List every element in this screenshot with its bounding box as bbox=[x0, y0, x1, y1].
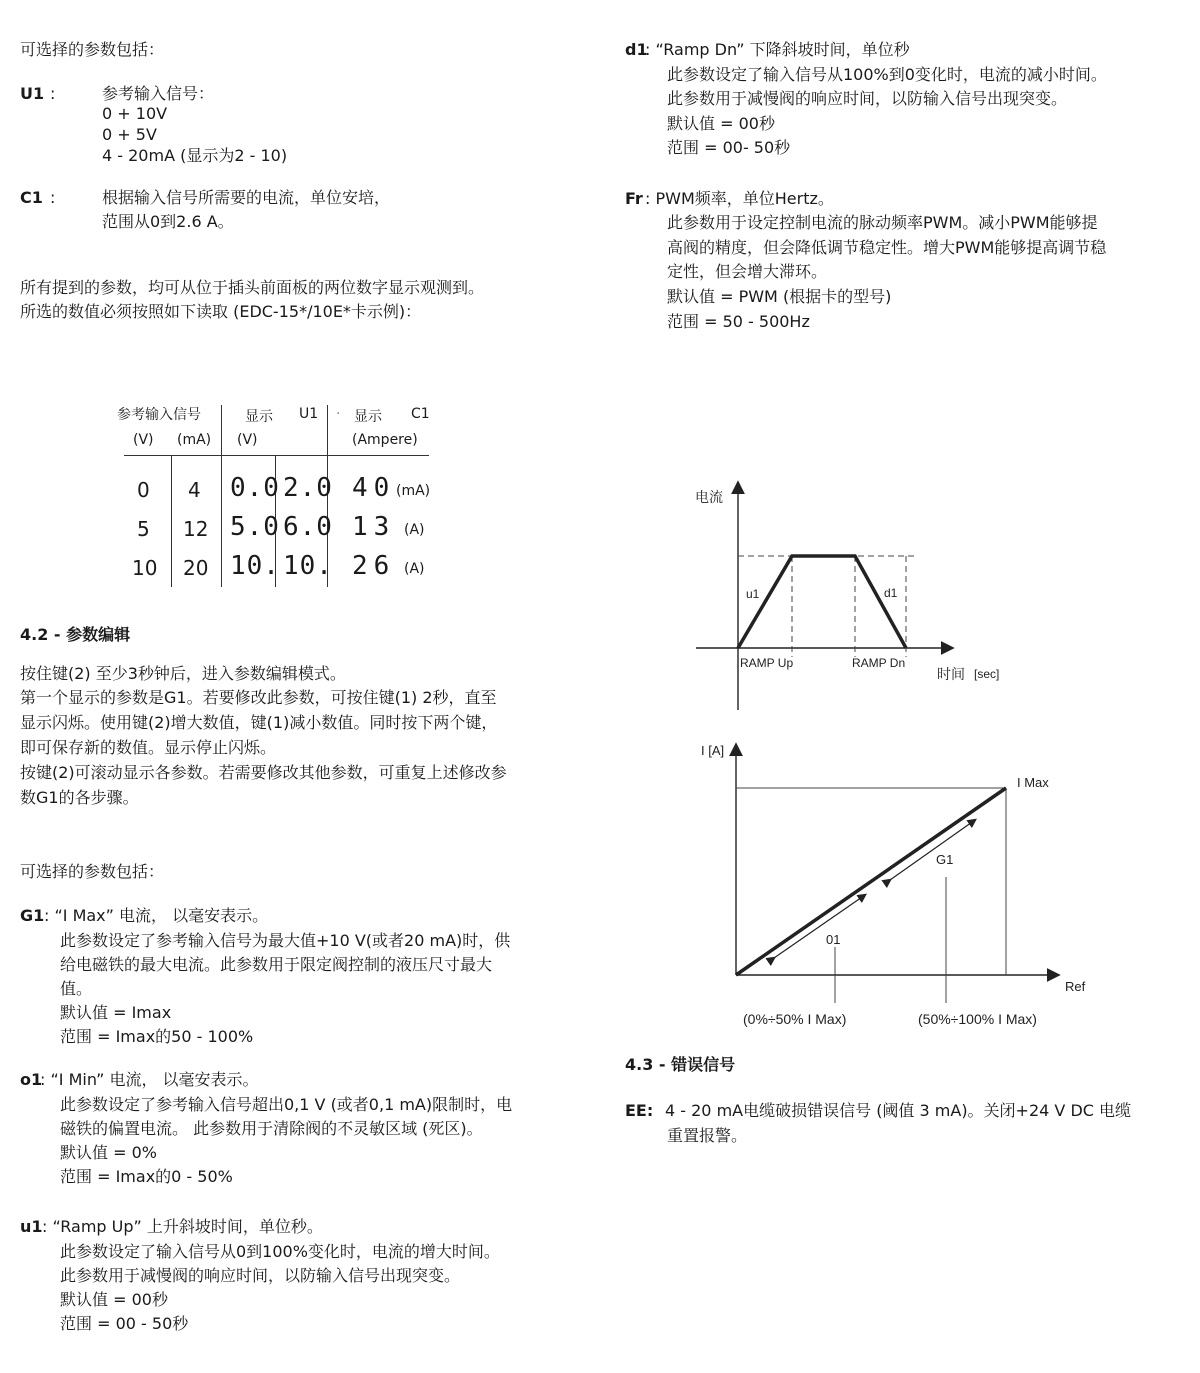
u1-ramp-head: : “Ramp Up” 上升斜坡时间，单位秒。 bbox=[42, 1217, 323, 1236]
table-header-u1-unit: (V) bbox=[237, 432, 258, 448]
u1-ramp-label: u1 bbox=[20, 1217, 43, 1236]
o1-line: 默认值 = 0% bbox=[60, 1143, 157, 1162]
current-imax-label: I Max bbox=[1017, 775, 1049, 790]
g1-line: 值。 bbox=[60, 979, 93, 998]
section-4-2-line: 数G1的各步骤。 bbox=[20, 788, 139, 807]
c1-label: C1 bbox=[20, 188, 43, 207]
fr-label: Fr bbox=[625, 189, 643, 208]
section-4-2-line: 按住键(2) 至少3秒钟后，进入参数编辑模式。 bbox=[20, 664, 346, 683]
table-cell-v: 5 bbox=[137, 517, 150, 541]
current-range-low: (0%÷50% I Max) bbox=[743, 1011, 847, 1027]
u1-ramp-line: 此参数用于减慢阀的响应时间，以防输入信号出现突变。 bbox=[60, 1266, 461, 1285]
intro-heading: 可选择的参数包括： bbox=[20, 40, 165, 59]
section-4-2-line: 第一个显示的参数是G1。若要修改此参数，可按住键(1) 2秒，直至 bbox=[20, 688, 497, 707]
table-header-ref-signal: 参考输入信号 bbox=[117, 407, 201, 423]
o1-line: 范围 = Imax的0 - 50% bbox=[60, 1167, 233, 1186]
table-header-rule bbox=[124, 455, 429, 456]
u1-ramp-line: 默认值 = 00秒 bbox=[60, 1290, 168, 1309]
table-cell-unit: (A) bbox=[404, 522, 425, 538]
section-4-2-title: 4.2 - 参数编辑 bbox=[20, 625, 131, 644]
ee-label: EE: bbox=[625, 1101, 654, 1120]
d1-head: : “Ramp Dn” 下降斜坡时间，单位秒 bbox=[645, 40, 910, 59]
u1-label: U1 bbox=[20, 84, 45, 103]
u1-ramp-line: 此参数设定了输入信号从0到100%变化时，电流的增大时间。 bbox=[60, 1242, 500, 1261]
o1-range-arrow bbox=[774, 895, 865, 958]
fr-line: 高阀的精度，但会降低调节稳定性。增大PWM能够提高调节稳 bbox=[667, 238, 1107, 257]
o1-line: 磁铁的偏置电流。 此参数用于清除阀的不灵敏区域 (死区)。 bbox=[60, 1119, 483, 1138]
table-col-rule bbox=[221, 405, 222, 587]
current-diagram bbox=[690, 735, 1090, 1035]
u1-colon: : bbox=[50, 84, 56, 103]
table-lcd-u1-v: 5.0 bbox=[230, 512, 280, 542]
section-4-2-line: 即可保存新的数值。显示停止闪烁。 bbox=[20, 738, 277, 757]
table-header-u1: U1 bbox=[299, 406, 319, 422]
g1-line: 范围 = Imax的50 - 100% bbox=[60, 1027, 254, 1046]
table-header-ma-unit: (mA) bbox=[177, 432, 212, 448]
g1-range-arrow bbox=[890, 820, 975, 880]
table-lcd-c1: 13 bbox=[352, 512, 396, 542]
ramp-x-label: 时间 bbox=[937, 666, 965, 682]
table-col-rule bbox=[171, 455, 172, 587]
g1-line: 默认值 = Imax bbox=[60, 1003, 172, 1022]
section-4-2-line: 显示闪烁。使用键(2)增大数值，键(1)减小数值。同时按下两个键， bbox=[20, 713, 498, 732]
display-note-line: 所选的数值必须按照如下读取 (EDC-15*/10E*卡示例)： bbox=[20, 302, 422, 321]
ee-line: 4 - 20 mA电缆破损错误信号 (阈值 3 mA)。关闭+24 V DC 电缆 bbox=[665, 1101, 1132, 1120]
u1-line: 参考输入信号： bbox=[102, 84, 215, 103]
o1-line: 此参数设定了参考输入信号超出0,1 V (或者0,1 mA)限制时，电 bbox=[60, 1095, 513, 1114]
d1-line: 范围 = 00- 50秒 bbox=[667, 138, 791, 157]
o1-label: o1 bbox=[20, 1070, 43, 1089]
current-line bbox=[736, 788, 1006, 975]
o1-head: : “I Min” 电流， 以毫安表示。 bbox=[40, 1070, 259, 1089]
ramp-d1-label: d1 bbox=[884, 586, 898, 600]
ramp-diagram bbox=[690, 475, 1030, 715]
table-lcd-c1: 26 bbox=[352, 551, 396, 581]
current-y-label: I [A] bbox=[701, 743, 725, 758]
current-o1-label: 01 bbox=[826, 932, 841, 947]
d1-line: 此参数设定了输入信号从100%到0变化时，电流的减小时间。 bbox=[667, 65, 1107, 84]
table-cell-unit: (mA) bbox=[396, 483, 431, 499]
ramp-y-label: 电流 bbox=[695, 489, 723, 505]
current-range-high: (50%÷100% I Max) bbox=[918, 1011, 1037, 1027]
table-header-c1: C1 bbox=[411, 406, 430, 422]
u1-ramp-line: 范围 = 00 - 50秒 bbox=[60, 1314, 189, 1333]
g1-label: G1 bbox=[20, 906, 45, 925]
fr-line: 定性，但会增大滞环。 bbox=[667, 262, 828, 281]
u1-line: 4 - 20mA (显示为2 - 10) bbox=[102, 146, 288, 165]
ramp-x-unit: [sec] bbox=[974, 667, 1000, 681]
table-tick-mark: · bbox=[336, 406, 341, 422]
g1-head: : “I Max” 电流， 以毫安表示。 bbox=[44, 906, 269, 925]
ee-line: 重置报警。 bbox=[667, 1126, 748, 1145]
table-header-display-u1: 显示 bbox=[245, 409, 273, 425]
ramp-u1-label: u1 bbox=[746, 587, 760, 601]
g1-line: 给电磁铁的最大电流。此参数用于限定阀控制的液压尺寸最大 bbox=[60, 955, 493, 974]
ramp-up-label: RAMP Up bbox=[740, 656, 794, 670]
ramp-trapezoid bbox=[738, 556, 906, 648]
c1-line: 范围从0到2.6 A。 bbox=[102, 212, 234, 231]
table-header-v-unit: (V) bbox=[133, 432, 154, 448]
table-cell-v: 0 bbox=[137, 478, 150, 502]
c1-colon: : bbox=[50, 188, 56, 207]
fr-line: 此参数用于设定控制电流的脉动频率PWM。减小PWM能够提 bbox=[667, 213, 1098, 232]
table-cell-ma: 4 bbox=[188, 478, 201, 502]
table-lcd-u1-ma: 2.0 bbox=[283, 473, 333, 503]
table-lcd-c1: 40 bbox=[352, 473, 396, 503]
table-cell-unit: (A) bbox=[404, 561, 425, 577]
fr-head: : PWM频率，单位Hertz。 bbox=[645, 189, 834, 208]
table-lcd-u1-v: 10. bbox=[230, 551, 280, 581]
d1-line: 此参数用于减慢阀的响应时间，以防输入信号出现突变。 bbox=[667, 89, 1068, 108]
u1-line: 0 + 10V bbox=[102, 104, 168, 123]
display-note-line: 所有提到的参数，均可从位于插头前面板的两位数字显示观测到。 bbox=[20, 278, 485, 297]
table-lcd-u1-ma: 6.0 bbox=[283, 512, 333, 542]
table-header-display-c1: 显示 bbox=[354, 409, 382, 425]
table-lcd-u1-v: 0.0 bbox=[230, 473, 280, 503]
table-cell-v: 10 bbox=[132, 556, 158, 580]
ramp-dn-label: RAMP Dn bbox=[852, 656, 906, 670]
g1-line: 此参数设定了参考输入信号为最大值+10 V(或者20 mA)时，供 bbox=[60, 931, 511, 950]
fr-line: 默认值 = PWM (根据卡的型号) bbox=[667, 287, 892, 306]
section-4-2-line: 按键(2)可滚动显示各参数。若需要修改其他参数，可重复上述修改参 bbox=[20, 763, 507, 782]
current-g1-label: G1 bbox=[936, 852, 954, 867]
table-header-c1-unit: (Ampere) bbox=[352, 432, 418, 448]
c1-line: 根据输入信号所需要的电流，单位安培， bbox=[102, 188, 391, 207]
params-heading: 可选择的参数包括： bbox=[20, 862, 165, 881]
table-cell-ma: 12 bbox=[183, 517, 209, 541]
d1-line: 默认值 = 00秒 bbox=[667, 114, 775, 133]
table-cell-ma: 20 bbox=[183, 556, 209, 580]
fr-line: 范围 = 50 - 500Hz bbox=[667, 312, 810, 331]
table-lcd-u1-ma: 10. bbox=[283, 551, 333, 581]
d1-label: d1 bbox=[625, 40, 648, 59]
section-4-3-title: 4.3 - 错误信号 bbox=[625, 1055, 736, 1074]
u1-line: 0 + 5V bbox=[102, 125, 157, 144]
current-x-label: Ref bbox=[1065, 979, 1086, 994]
